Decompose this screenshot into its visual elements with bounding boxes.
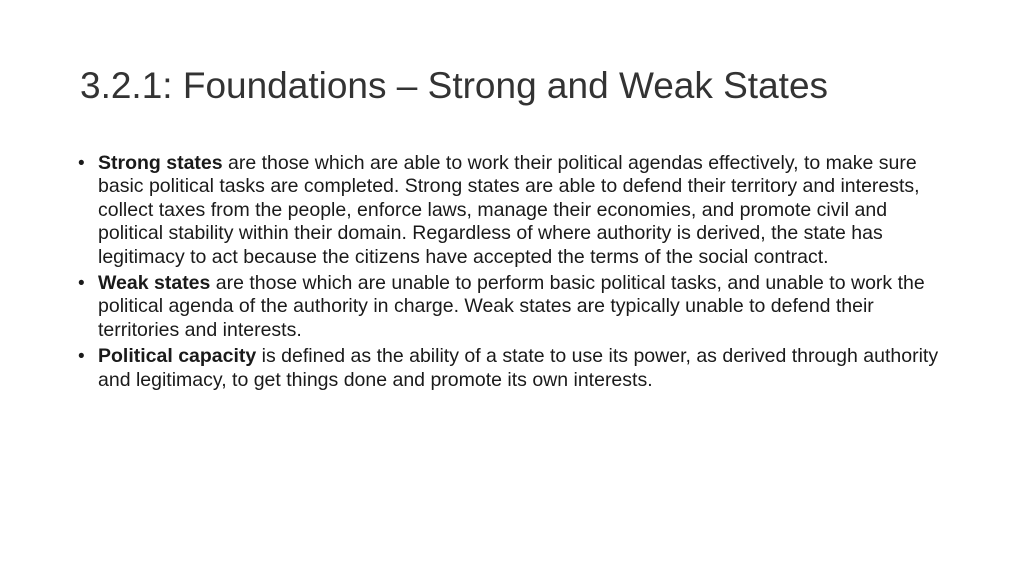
bullet-text: are those which are able to work their political agendas effectively, to make sure basic political tasks are completed. Strong states are able to defend their territory and interests, collect taxes from the people, enforce laws, manage their economies, and promote civil and political stability within their domain. Regardless of where authority is derived, the state has legitimacy to act because the citizens have accepted the terms of the social contract. <box>98 152 920 268</box>
bullet-item-weak-states <box>76 272 946 342</box>
bullet-list <box>76 152 946 395</box>
slide-title: 3.2.1: Foundations – Strong and Weak States <box>80 65 829 106</box>
bullet-icon: • <box>78 346 85 368</box>
bullet-item-strong-states <box>76 152 946 269</box>
bullet-text: are those which are unable to perform basic political tasks, and unable to work the political agenda of the authority in charge. Weak states are typically unable to defend their territories and interests. <box>98 272 925 341</box>
bullet-term: Strong states <box>98 152 223 174</box>
bullet-text: is defined as the ability of a state to use its power, as derived through authority and legitimacy, to get things done and promote its own interests. <box>98 345 939 391</box>
bullet-item-political-capacity <box>76 345 946 392</box>
bullet-icon: • <box>78 153 85 174</box>
bullet-term: Weak states <box>98 272 211 295</box>
bullet-icon: • <box>78 273 85 295</box>
bullet-term: Political capacity <box>98 345 257 368</box>
